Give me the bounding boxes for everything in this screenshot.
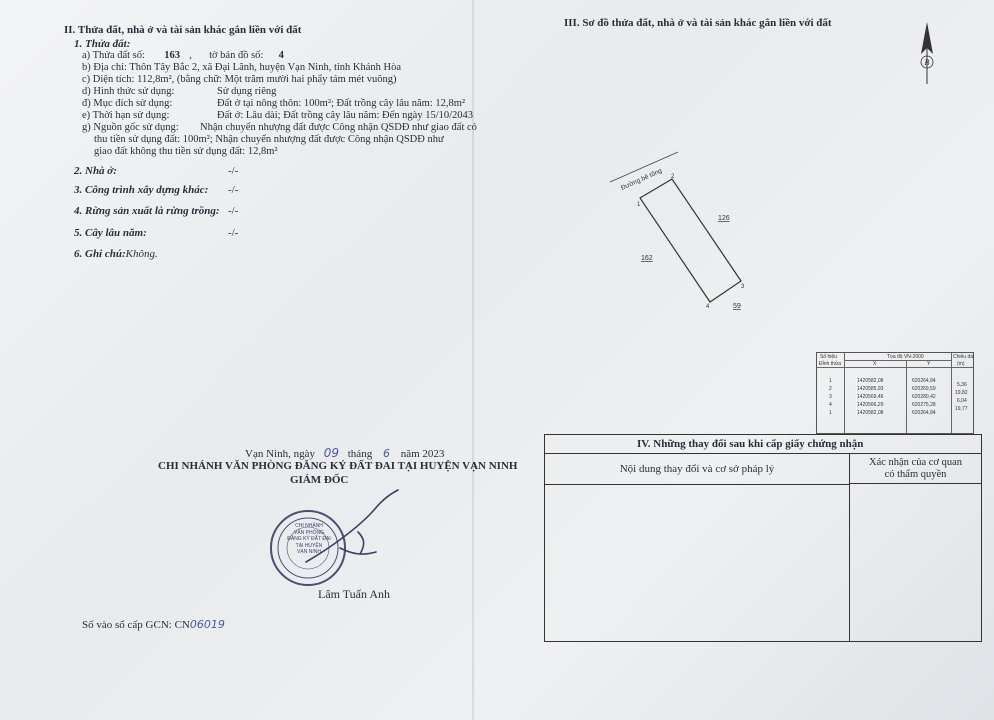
changes-col-confirm	[850, 454, 981, 484]
vertex-label: 2	[671, 174, 675, 180]
cert-register-value: 06019	[189, 618, 225, 631]
coord-x: 1420569,46	[857, 394, 884, 400]
coord-point: 1	[829, 410, 832, 416]
stamp-line: CHI NHÁNH	[295, 523, 323, 529]
coord-x: 1420582,08	[857, 378, 884, 384]
origin-line-1: Nhận chuyển nhượng đất được Công nhận QSDĐ như giao đất có	[200, 122, 477, 133]
forest-value: -/-	[228, 205, 239, 217]
coord-x: 1420585,93	[857, 386, 884, 392]
vertex-label: 3	[741, 284, 745, 290]
works-heading: 3. Công trình xây dựng khác:	[74, 184, 209, 196]
parcel-number-sep: ,	[189, 50, 192, 61]
coord-x: 1420566,29	[857, 402, 884, 408]
origin-line-3: giao đất không thu tiền sử dụng đất: 12,8m²	[94, 146, 278, 157]
trees-heading: 5. Cây lâu năm:	[74, 227, 147, 239]
usage-form-row	[82, 86, 276, 97]
coord-point: 1	[829, 378, 832, 384]
note-heading: 6. Ghi chú:	[74, 248, 126, 260]
stamp-line: TẠI HUYỆN	[295, 542, 323, 549]
area-row: c) Diện tích: 112,8m², (bằng chữ: Một trăm mười hai phẩy tám mét vuông)	[82, 74, 397, 85]
issue-month-label: tháng	[347, 448, 373, 460]
usage-form-label: d) Hình thức sử dụng:	[82, 86, 175, 97]
vertex-label: 1	[637, 202, 641, 208]
neighbor-parcel-label: 162	[641, 255, 653, 262]
origin-label: g) Nguồn gốc sử dụng:	[82, 122, 179, 133]
north-label: B	[924, 58, 930, 67]
coord-y: 620280,42	[912, 394, 936, 400]
parcel-number-label: a) Thửa đất số:	[82, 50, 145, 61]
signer-name: Lâm Tuấn Anh	[318, 587, 391, 601]
origin-line-2: thu tiền sử dụng đất: 100m²; Nhận chuyển nhượng đất được Công nhận QSDĐ như	[94, 134, 444, 145]
usage-term-label: e) Thời hạn sử dụng:	[82, 110, 170, 121]
usage-purpose-row	[82, 98, 465, 109]
coord-length: 19,77	[955, 406, 968, 412]
address-row: b) Địa chỉ: Thôn Tây Bắc 2, xã Đại Lãnh, huyện Vạn Ninh, tỉnh Khánh Hòa	[82, 62, 402, 73]
changes-col-divider	[849, 485, 850, 641]
issue-month: 6	[382, 447, 390, 460]
coord-length: 6,04	[957, 398, 967, 404]
stamp-line: VẠN NINH	[297, 549, 321, 555]
changes-title: IV. Những thay đổi sau khi cấp giấy chứng nhận	[545, 435, 981, 454]
page-fold	[472, 0, 474, 720]
coord-y: 620264,84	[912, 410, 936, 416]
north-arrow-icon	[913, 22, 941, 86]
coord-header-y: Y	[927, 361, 931, 367]
note-row	[74, 248, 158, 260]
trees-value: -/-	[228, 227, 239, 239]
stamp-line: VĂN PHÒNG	[293, 529, 324, 536]
cert-register-no	[82, 618, 225, 631]
parcel-number-row	[82, 50, 284, 61]
issue-place: Vạn Ninh, ngày	[245, 448, 315, 460]
coord-y: 620269,59	[912, 386, 936, 392]
section-2-title: II. Thửa đất, nhà ở và tài sản khác gắn liền với đất	[64, 24, 302, 36]
handwritten-signature	[300, 488, 412, 570]
coord-header-point-2: Đỉnh thửa	[819, 361, 841, 367]
house-value: -/-	[228, 165, 239, 177]
changes-col-confirm-line-2: có thẩm quyền	[884, 469, 947, 480]
coord-x: 1420582,08	[857, 410, 884, 416]
works-value: -/-	[228, 184, 239, 196]
cert-register-label: Số vào sổ cấp GCN: CN	[82, 619, 190, 631]
coord-point: 2	[829, 386, 832, 392]
changes-col-content: Nội dung thay đổi và cơ sở pháp lý	[545, 454, 850, 485]
house-heading: 2. Nhà ở:	[74, 165, 117, 177]
director-title: GIÁM ĐỐC	[290, 474, 349, 486]
agency-name: CHI NHÁNH VĂN PHÒNG ĐĂNG KÝ ĐẤT ĐAI TẠI HUYỆN VẠN NINH	[158, 460, 518, 472]
changes-table	[544, 434, 982, 642]
coord-y: 620275,28	[912, 402, 936, 408]
section-3-title: III. Sơ đồ thửa đất, nhà ở và tài sản khác gắn liền với đất	[564, 17, 832, 29]
issue-year: năm 2023	[400, 448, 445, 460]
coordinates-table	[816, 352, 974, 434]
issue-day: 09	[323, 446, 339, 460]
usage-purpose-label: đ) Mục đích sử dụng:	[82, 98, 173, 109]
usage-term-value: Đất ở: Lâu dài; Đất trồng cây lâu năm: Đến ngày 15/10/2043	[217, 110, 474, 121]
map-sheet-label: tờ bản đồ số:	[209, 50, 264, 61]
coord-length: 19,82	[955, 390, 968, 396]
stamp-line: ĐĂNG KÝ ĐẤT ĐAI	[287, 536, 331, 542]
issue-date	[245, 446, 444, 460]
parcel-number-value: 163	[164, 50, 180, 61]
parcel-sketch	[600, 150, 760, 320]
usage-purpose-value: Đất ở tại nông thôn: 100m²; Đất trồng cây lâu năm: 12,8m²	[217, 98, 466, 109]
note-value: Không.	[125, 248, 158, 260]
coord-header-x: X	[873, 361, 877, 367]
coord-header-length-unit: (m)	[957, 361, 965, 367]
coord-header-point: Số hiệu	[820, 354, 837, 360]
parcel-boundary	[640, 179, 741, 302]
coord-header-length: Chiều dài	[953, 354, 975, 360]
usage-term-row	[82, 110, 473, 121]
coord-header-system: Tọa độ VN-2000	[887, 354, 924, 360]
changes-col-confirm-line-1: Xác nhận của cơ quan	[868, 457, 962, 468]
map-sheet-value: 4	[278, 50, 284, 61]
coord-y: 620264,84	[912, 378, 936, 384]
usage-form-value: Sử dụng riêng	[217, 86, 277, 97]
forest-heading: 4. Rừng sản xuất là rừng trồng:	[74, 205, 220, 217]
neighbor-parcel-label: 126	[718, 215, 730, 222]
coord-point: 3	[829, 394, 832, 400]
road-label: Đường bê tông	[619, 167, 664, 192]
vertex-label: 4	[706, 304, 710, 310]
neighbor-parcel-label: 59	[733, 303, 741, 310]
coord-point: 4	[829, 402, 832, 408]
origin-row	[82, 122, 477, 133]
coord-length: 5,36	[957, 382, 967, 388]
land-parcel-heading: 1. Thửa đất:	[74, 38, 131, 50]
